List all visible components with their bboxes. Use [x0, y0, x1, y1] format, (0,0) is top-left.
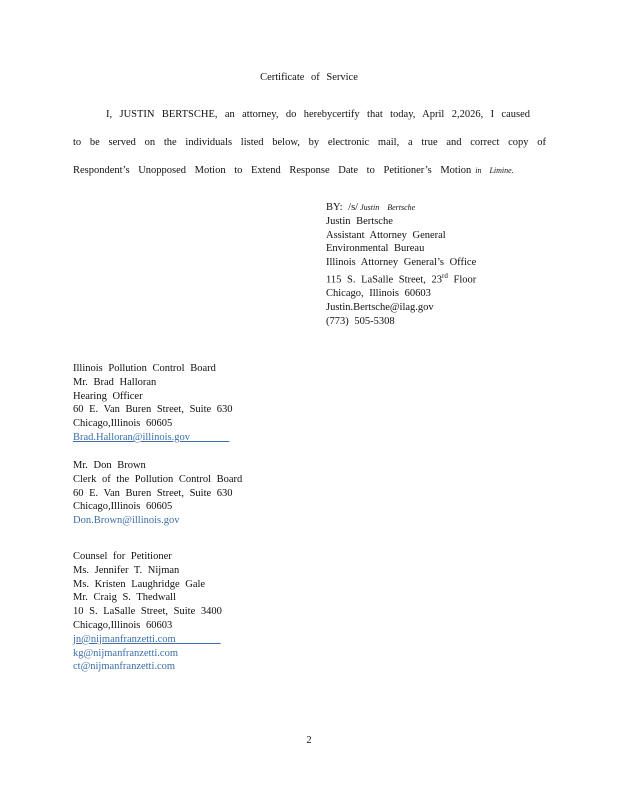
recipient-2-line-3: 60 E. Van Buren Street, Suite 630: [73, 487, 233, 499]
recipient-2-line-2: Clerk of the Pollution Control Board: [73, 473, 243, 485]
recipient-3-email-2-link[interactable]: kg@nijmanfranzetti.com: [73, 647, 179, 659]
recipient-3-line-3: Ms. Kristen Laughridge Gale: [73, 578, 206, 590]
recipient-2-line-1: Mr. Don Brown: [73, 460, 146, 471]
document-title: Certificate of Service: [260, 72, 358, 83]
body-line-3: [73, 165, 546, 176]
signature-phone: (773) 505-5308: [326, 315, 395, 327]
body-line-2: to be served on the individuals listed below, by electronic mail, a true and correct copy of: [73, 137, 546, 148]
in-limine-italic: in Limine.: [475, 166, 514, 175]
recipient-2-line-4: Chicago,Illinois 60605: [73, 501, 173, 513]
signature-email: Justin.Bertsche@ilag.gov: [326, 302, 434, 314]
recipient-3-line-1: Counsel for Petitioner: [73, 551, 172, 562]
recipient-3-line-2: Ms. Jennifer T. Nijman: [73, 564, 180, 576]
recipient-3-line-6: Chicago,Illinois 60603: [73, 619, 173, 631]
recipient-3-line-5: 10 S. LaSalle Street, Suite 3400: [73, 606, 222, 618]
body-line-3-text: Respondent’s Unopposed Motion to Extend Response Date to Petitioner’s Motion: [73, 165, 472, 176]
recipient-3-email-1-link[interactable]: jn@nijmanfranzetti.com: [73, 633, 176, 645]
recipient-block-3: [73, 550, 222, 674]
signature-by-line: [326, 201, 476, 215]
recipient-1-email-underline-trail: [190, 432, 229, 443]
recipient-3-line-4: Mr. Craig S. Thedwall: [73, 592, 177, 604]
signature-office: Illinois Attorney General’s Office: [326, 257, 477, 269]
recipient-1-line-2: Mr. Brad Halloran: [73, 376, 157, 388]
signature-street: [326, 270, 476, 287]
page-number: 2: [306, 735, 312, 746]
body-line-1: I, JUSTIN BERTSCHE, an attorney, do herebycertify that today, April 2,2026, I caused: [106, 109, 530, 120]
recipient-1-line-5: Chicago,Illinois 60605: [73, 418, 173, 430]
recipient-3-email-underline-trail: [176, 634, 221, 645]
recipient-3-email-3-link[interactable]: ct@nijmanfranzetti.com: [73, 661, 176, 673]
recipient-2-email-link[interactable]: Don.Brown@illinois.gov: [73, 515, 180, 527]
recipient-1-email-link[interactable]: Brad.Halloran@illinois.gov: [73, 431, 190, 443]
signature-name: Justin Bertsche: [326, 215, 393, 227]
signature-block: [326, 201, 476, 329]
signature-street-sup: rd: [442, 271, 448, 280]
signature-by-name: Justin Bertsche: [360, 203, 416, 212]
signature-by-label: BY: /s/: [326, 202, 359, 213]
recipient-block-1: [73, 362, 233, 445]
signature-title-1: Assistant Attorney General: [326, 229, 446, 241]
signature-city: Chicago, Illinois 60603: [326, 288, 431, 300]
recipient-1-line-4: 60 E. Van Buren Street, Suite 630: [73, 404, 233, 416]
signature-street-a: 115 S. LaSalle Street, 23: [326, 274, 443, 286]
recipient-1-line-3: Hearing Officer: [73, 390, 143, 402]
signature-street-b: Floor: [453, 274, 477, 286]
recipient-1-line-1: Illinois Pollution Control Board: [73, 363, 216, 374]
recipient-block-2: [73, 459, 242, 528]
signature-title-2: Environmental Bureau: [326, 243, 425, 255]
